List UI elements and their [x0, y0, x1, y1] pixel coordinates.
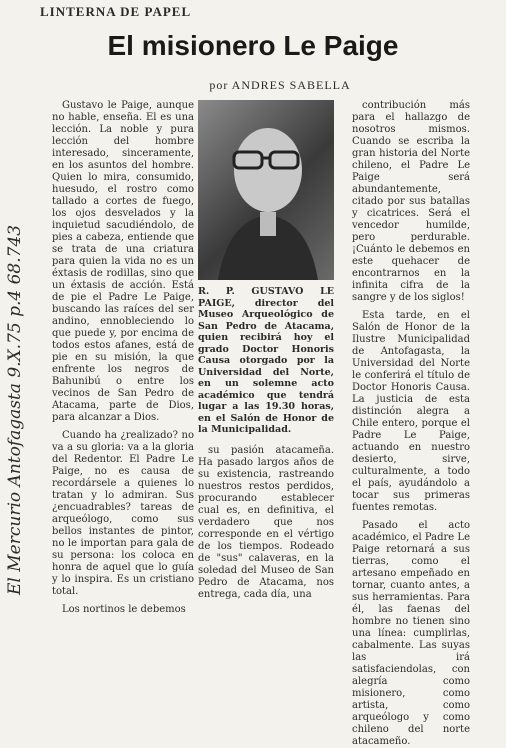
section-header: LINTERNA DE PAPEL	[40, 4, 192, 19]
paragraph: Los nortinos le debemos	[62, 604, 186, 615]
article-column-1	[52, 100, 194, 615]
paragraph: su pasión atacameña. Ha pasado largos años de su existencia, rastreando nuestros restos perdidos, procurando establecer cual es, en definitiva, el verdadero que nos corresponde en el vértigo de los tiempos. Rodeado de "sus" calaveras, en la soledad del Museo de San Pedro de Atacama, nos entrega, cada día, una	[198, 445, 334, 600]
paragraph: contribución más para el hallazgo de nosotros mismos. Cuando se escriba la gran historia del Norte chileno, el Padre Le Paige será abundantemente, citado por sus batallas y cicatrices. Será el vencedor humilde, pero perdurable. ¡Cuánto le debemos en este quehacer de encontrarnos en la infinita cifra de la sangre y de los siglos!	[352, 100, 470, 303]
handwritten-note-text: El Mercurio Antofagasta 9.X.75 p.4 68.743	[5, 224, 25, 595]
paragraph: Cuando ha ¿realizado? no va a su gloria: va a la gloria del Redentor. El Padre Le Paige, no es causa de recordársele a quienes lo tratan y lo admiran. Sus ¿encuadrables? tareas de arqueólogo, como sus bellos instantes de pintor, no le importan para gala de su persona: los coloca en honra de aquel que lo guía y lo inspira. Es un cristiano total.	[52, 430, 194, 597]
article-byline: por ANDRES SABELLA	[209, 78, 351, 92]
paragraph: Esta tarde, en el Salón de Honor de la Ilustre Municipalidad de Antofagasta, la Universidad del Norte le conferirá el título de Doctor Honoris Causa. La justicia de esta distinción alegra a Chile entero, porque el Padre Le Paige, actuando en nuestro desierto, sirve, culturalmente, a todo el país, ayudándolo a tocar sus primeras fuentes remotas.	[352, 310, 470, 513]
paragraph: Gustavo le Paige, aunque no hable, enseña. El es una lección. La noble y pura lección del hombre interesado, sinceramente, en los asuntos del hombre. Quien lo mira, consumido, huesudo, el rostro como tallado a cortes de fuego, los ojos desvelados y la inquietud sacudiéndolo, de pies a cabeza, entiende que se trata de una criatura para quien la vida no es un éxtasis de rodillas, sino que un éxtasis de acción. Está de pie el Padre Le Paige, buscando las raíces del ser andino, ennobleciendo lo que puede y, por encima de todos estos afanes, está de pie en su misión, la que enfrente los negros de Bahunibú o entre los vecinos de San Pedro de Atacama, parte de Dios, para alcanzar a Dios.	[52, 100, 194, 423]
photo-caption: R. P. GUSTAVO LE PAIGE, director del Museo Arqueológico de San Pedro de Atacama, quien recibirá hoy el grado Doctor Honoris Causa otorgado por la Universidad del Norte, en un solemne acto académico que tendrá lugar a las 19.30 horas, en el Salón de Honor de la Municipalidad.	[198, 286, 334, 435]
handwritten-annotation	[0, 10, 36, 600]
paragraph: Pasado el acto académico, el Padre Le Paige retornará a sus tierras, como el artesano empeñado en tornar, cuanto antes, a sus herramientas. Para él, las faenas del hombre no tienen sino una línea: cumplirlas, cabalmente. Las suyas las irá satisfaciendolas, con alegría como misionero, como artista, como arqueólogo y como chileno del norte atacameño.	[352, 520, 470, 747]
article-column-2	[198, 100, 334, 600]
article-headline: El misionero Le Paige	[107, 30, 399, 61]
article-column-3	[352, 100, 470, 747]
article-column-2-text	[198, 445, 334, 601]
portrait-photo	[198, 100, 334, 280]
